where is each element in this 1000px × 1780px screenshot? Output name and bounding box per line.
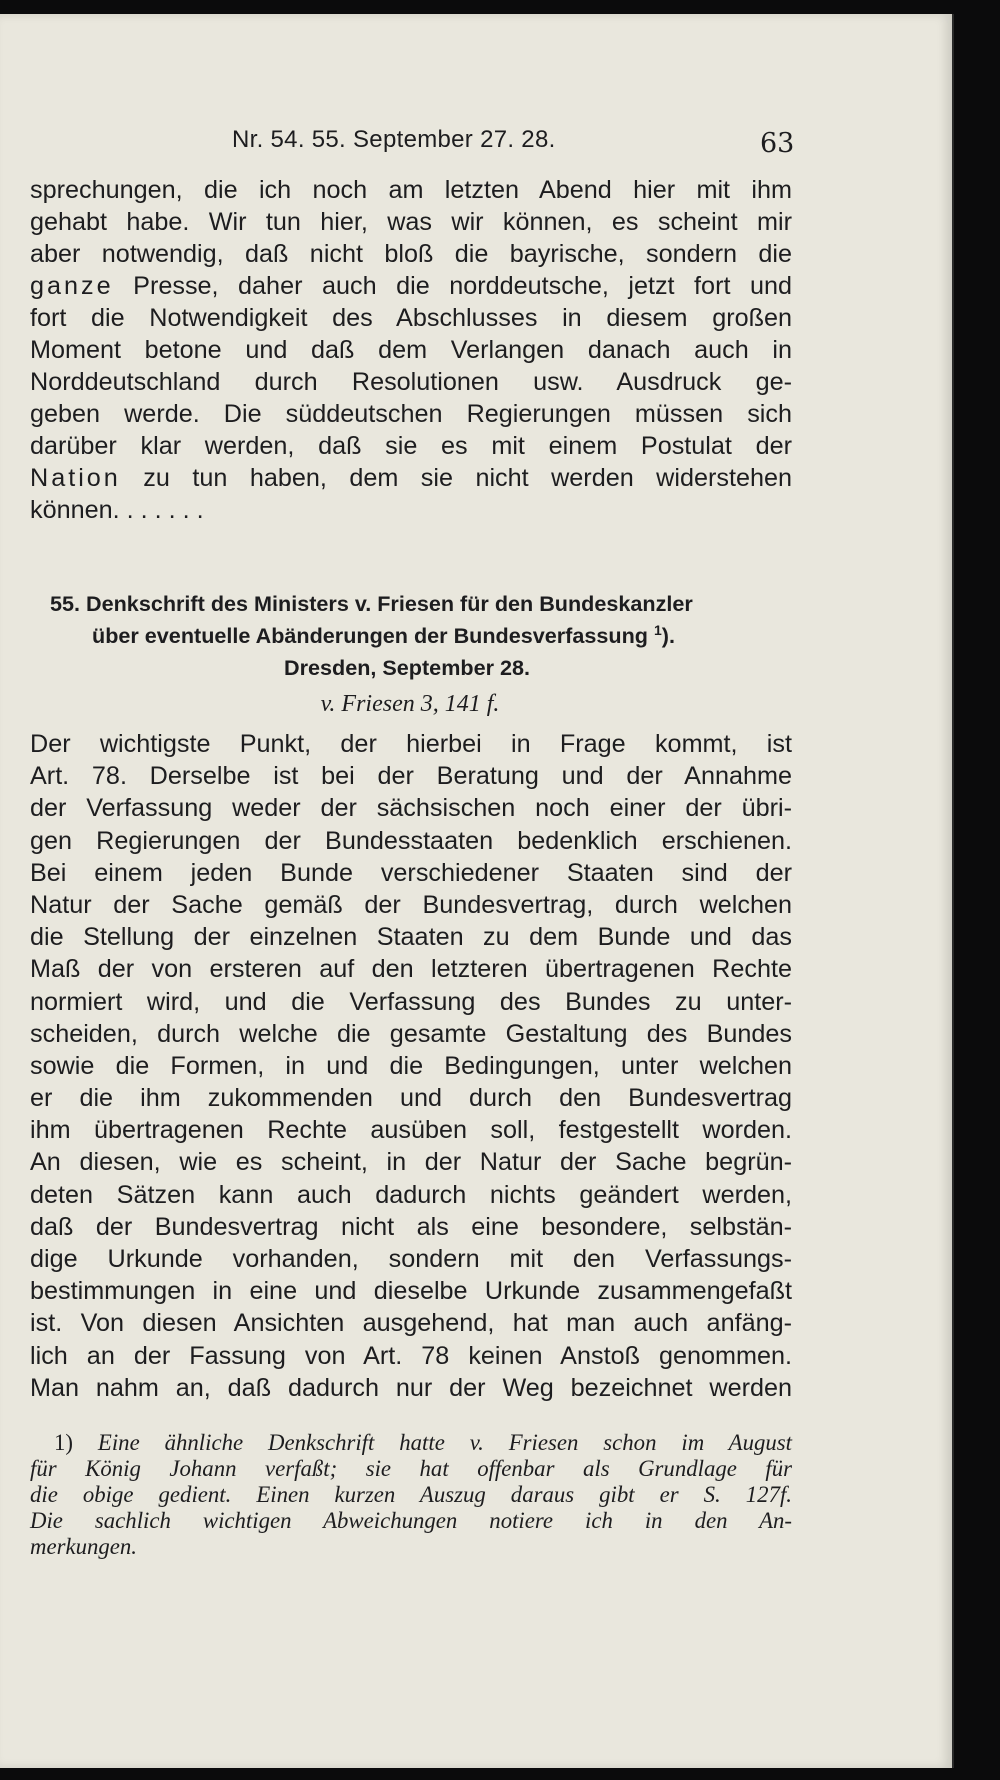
emphasis-spaced: ganze: [30, 272, 114, 300]
emphasis-spaced: Nation: [30, 464, 121, 492]
page-header: [0, 108, 952, 159]
document-55-body: [30, 728, 792, 1404]
heading-place-date: Dresden, September 28.: [283, 655, 531, 680]
text-line: lich an der Fassung von Art. 78 keinen Anstoß genommen.: [30, 1341, 792, 1370]
heading-line: über eventuelle Abänderungen der Bundesverfassung $^1$).: [92, 621, 675, 648]
footnote-line: für König Johann verfaßt; sie hat offenbar als Grundlage für: [30, 1456, 792, 1481]
text-line: Der wichtigste Punkt, der hierbei in Frage kommt, ist: [30, 730, 792, 758]
text-line: Art. 78. Derselbe ist bei der Beratung und der Annahme: [30, 762, 792, 791]
text-line: die Stellung der einzelnen Staaten zu dem Bunde und das: [30, 923, 792, 952]
text-line: ganze Presse, daher auch die norddeutsche, jetzt fort und: [30, 272, 792, 300]
document-54-continuation: [30, 174, 792, 526]
text-line: ist. Von diesen Ansichten ausgehend, hat man auch anfäng-: [30, 1309, 792, 1338]
footnote-line: Die sachlich wichtigen Abweichungen notiere ich in den An-: [30, 1508, 792, 1533]
text-line: Natur der Sache gemäß der Bundesvertrag, durch welchen: [30, 890, 792, 919]
footnote-line: merkungen.: [30, 1534, 137, 1559]
text-line: Bei einem jeden Bunde verschiedener Staaten sind der: [30, 858, 792, 887]
text-line: fort die Notwendigkeit des Abschlusses in diesem großen: [30, 304, 792, 332]
text-line: Man nahm an, daß dadurch nur der Weg bezeichnet werden: [30, 1373, 792, 1402]
text-line: Norddeutschland durch Resolutionen usw. Ausdruck ge-: [30, 368, 792, 396]
text-line: Nation zu tun haben, dem sie nicht werden widerstehen: [30, 464, 792, 492]
text-line: scheiden, durch welche die gesamte Gestaltung des Bundes: [30, 1019, 792, 1048]
text-line: Moment betone und daß dem Verlangen danach auch in: [30, 336, 792, 364]
text-line: gehabt habe. Wir tun hier, was wir können, es scheint mir: [30, 208, 792, 236]
document-55-heading: [50, 588, 790, 722]
text-line: der Verfassung weder der sächsischen noch einer der übri-: [30, 794, 792, 823]
footnote-line: die obige gedient. Einen kurzen Auszug daraus gibt er S. 127f.: [30, 1482, 792, 1507]
footnote-line: 1) Eine ähnliche Denkschrift hatte v. Friesen schon im August: [30, 1430, 792, 1456]
text-line: normiert wird, und die Verfassung des Bundes zu unter-: [30, 987, 792, 1016]
text-line: sowie die Formen, in und die Bedingungen, unter welchen: [30, 1051, 792, 1080]
text-line: er die ihm zukommenden und durch den Bundesvertrag: [30, 1084, 792, 1113]
text-line: können. . . . . . .: [30, 496, 204, 524]
text-line: geben werde. Die süddeutschen Regierungen müssen sich: [30, 400, 792, 428]
text-line: bestimmungen in eine und dieselbe Urkunde zusammengefaßt: [30, 1277, 792, 1306]
footnote: [30, 1430, 792, 1560]
source-citation: v. Friesen 3, 141 f.: [320, 691, 500, 717]
text-line: daß der Bundesvertrag nicht als eine besondere, selbstän-: [30, 1212, 792, 1241]
footnote-marker: 1): [54, 1430, 73, 1455]
text-line: Maß der von ersteren auf den letzteren übertragenen Rechte: [30, 955, 792, 984]
footnote-reference: 1: [653, 621, 662, 638]
running-title: Nr. 54. 55. September 27. 28.: [232, 126, 556, 153]
text-line: dige Urkunde vorhanden, sondern mit den Verfassungs-: [30, 1245, 792, 1273]
book-page: [0, 14, 954, 1768]
text-line: deten Sätzen kann auch dadurch nichts geändert werden,: [30, 1180, 792, 1209]
page-number: 63: [760, 128, 795, 159]
text-line: darüber klar werden, daß sie es mit einem Postulat der: [30, 432, 792, 460]
text-line: ihm übertragenen Rechte ausüben soll, festgestellt worden.: [30, 1116, 792, 1145]
heading-line: 55. Denkschrift des Ministers v. Friesen für den Bundeskanzler: [50, 591, 693, 616]
text-line: sprechungen, die ich noch am letzten Abend hier mit ihm: [30, 176, 792, 204]
text-line: An diesen, wie es scheint, in der Natur der Sache begrün-: [30, 1148, 792, 1177]
text-line: gen Regierungen der Bundesstaaten bedenklich erschienen.: [30, 826, 792, 855]
text-line: aber notwendig, daß nicht bloß die bayrische, sondern die: [30, 240, 792, 268]
